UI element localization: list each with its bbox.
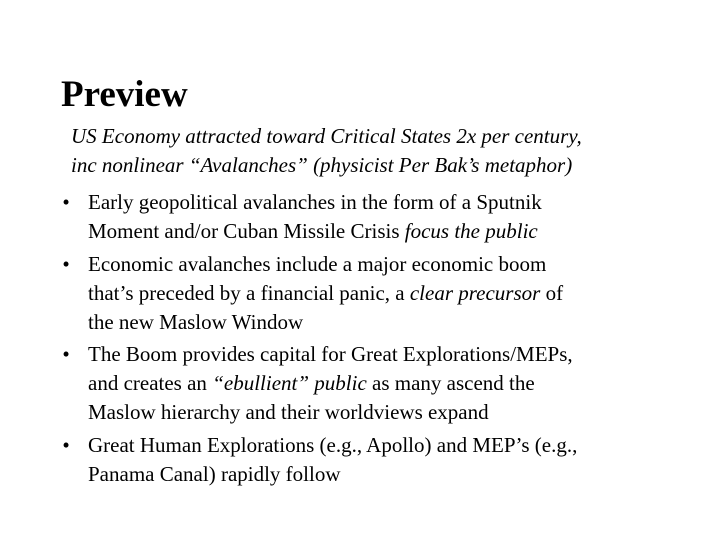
bullet-2-line-1: Economic avalanches include a major economic boom	[88, 251, 547, 276]
intro-line-1: US Economy attracted toward Critical States 2x per century,	[71, 124, 582, 148]
bullet-1-emphasis: focus the public	[404, 219, 538, 243]
bullet-3-line-2-text: and creates an	[88, 371, 213, 395]
bullet-2-line-3: the new Maslow Window	[88, 309, 304, 334]
bullet-2-line-2	[88, 279, 700, 308]
bullet-item-boom-capital	[60, 340, 700, 427]
bullet-3-line-3: Maslow hierarchy and their worldviews expand	[88, 400, 489, 424]
bullet-2-line-2-text: that’s preceded by a financial panic, a	[88, 280, 410, 305]
bullet-item-economic-avalanches	[60, 250, 700, 337]
bullet-4-line-1: Great Human Explorations (e.g., Apollo) and MEP’s (e.g.,	[88, 432, 578, 457]
bullet-2-emphasis: clear precursor	[409, 280, 541, 305]
bullet-item-great-explorations	[60, 431, 700, 489]
bullet-1-line-2	[88, 217, 700, 246]
bullet-3-line-2	[88, 369, 700, 398]
intro-line-2: inc nonlinear “Avalanches” (physicist Per Bak’s metaphor)	[71, 153, 573, 177]
bullet-item-sputnik	[60, 188, 700, 246]
bullet-4-line-2: Panama Canal) rapidly follow	[88, 461, 341, 486]
bullet-dot-icon: •	[62, 251, 70, 276]
slide-title: Preview	[61, 74, 188, 115]
bullet-1-line-1: Early geopolitical avalanches in the form of a Sputnik	[88, 190, 542, 214]
bullet-2-line-2-after: of	[540, 280, 564, 305]
bullet-3-line-2-after: as many ascend the	[366, 371, 535, 395]
bullet-list	[60, 188, 700, 492]
bullet-dot-icon: •	[62, 190, 70, 214]
bullet-3-line-1: The Boom provides capital for Great Explorations/MEPs,	[88, 342, 573, 366]
bullet-3-emphasis: “ebullient” public	[212, 371, 367, 395]
bullet-dot-icon: •	[62, 432, 70, 457]
intro-text	[71, 122, 582, 180]
bullet-1-line-2-text: Moment and/or Cuban Missile Crisis	[88, 219, 405, 243]
bullet-dot-icon: •	[62, 342, 70, 366]
